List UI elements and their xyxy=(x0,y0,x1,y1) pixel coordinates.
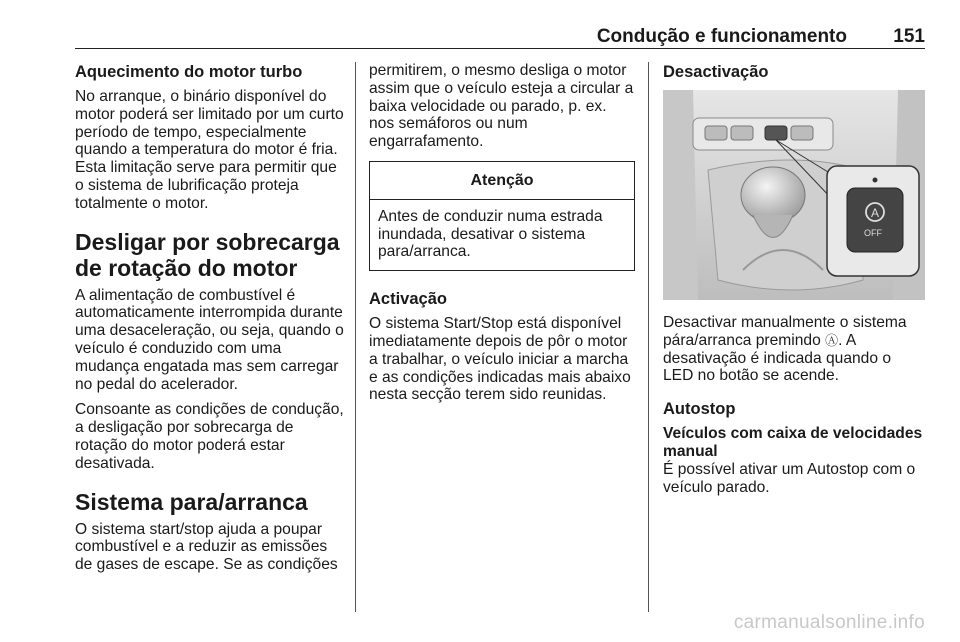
notice-text: Antes de conduzir numa estrada inundada, desativar o sistema para/arranca. xyxy=(378,207,603,261)
header-title: Condução e funcionamento xyxy=(596,26,847,47)
deactivation-text-2: . A desativação é indicada quando o LED no botão se acende. xyxy=(663,331,892,385)
paragraph-overrun-2: Consoante as condições de condução, a desligação por sobrecarga de rotação do motor poderá estar desativada. xyxy=(75,401,344,472)
start-stop-icon: Ⓐ xyxy=(825,332,839,348)
svg-text:A: A xyxy=(871,206,880,220)
watermark: carmanualsonline.info xyxy=(733,612,925,633)
paragraph-continued: permitirem, o mesmo desliga o motor assim que o veículo esteja a circular a baixa velocidade ou parado, p. ex. nos semáforos ou num engarrafamento. xyxy=(369,62,634,151)
column-3 xyxy=(663,62,925,504)
button-off-label: OFF xyxy=(864,228,882,238)
section-heading-activation: Activação xyxy=(369,290,447,309)
page-number: 151 xyxy=(893,26,925,47)
section-heading-start-stop: Sistema para/arranca xyxy=(75,488,308,515)
section-heading-deactivation: Desactivação xyxy=(663,63,769,81)
section-heading-turbo: Aquecimento do motor turbo xyxy=(75,63,303,81)
console-illustration-svg xyxy=(663,90,925,300)
section-heading-overrun: Desligar por sobrecarga de rotação do motor xyxy=(75,228,340,281)
paragraph-activation: O sistema Start/Stop está disponível imediatamente depois de pôr o motor a trabalhar, o veículo iniciar a marcha e as condições indicadas mais abaixo nesta secção terem sido reunidas. xyxy=(369,315,631,404)
notice-box xyxy=(369,161,635,271)
column-divider-1 xyxy=(355,62,356,612)
subheading-manual-gearbox: Veículos com caixa de velocidades manual xyxy=(663,425,923,460)
deactivation-text-1: Desactivar manualmente o sistema pára/arranca premindo xyxy=(663,314,907,349)
notice-title: Atenção xyxy=(370,162,634,200)
column-1 xyxy=(75,62,347,582)
paragraph-start-stop: O sistema start/stop ajuda a poupar combustível e a reduzir as emissões de gases de escape. Se as condições xyxy=(75,520,338,574)
section-heading-autostop: Autostop xyxy=(663,400,736,419)
column-2 xyxy=(369,62,635,412)
paragraph-overrun-1: A alimentação de combustível é automaticamente interrompida durante uma desaceleração, ou seja, quando o veículo é conduzido com uma mudança engatada mas sem carregar no pedal do acelerador. xyxy=(75,286,344,393)
paragraph-turbo: No arranque, o binário disponível do motor poderá ser limitado por um curto período de tempo, especialmente quando a temperatura do motor é fria. Esta limitação serve para permitir que o sistema de lubrificação proteja totalmente o motor. xyxy=(75,88,344,212)
column-divider-2 xyxy=(648,62,649,612)
page-header xyxy=(75,18,925,49)
paragraph-autostop: É possível ativar um Autostop com o veículo parado. xyxy=(663,460,916,496)
paragraph-deactivation xyxy=(663,314,925,385)
console-illustration xyxy=(663,90,925,300)
